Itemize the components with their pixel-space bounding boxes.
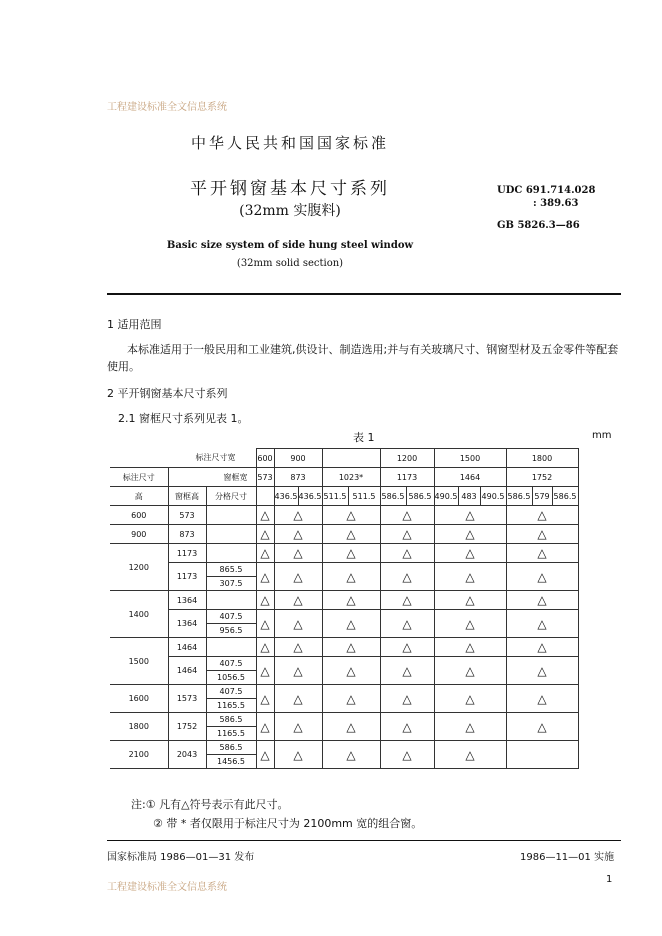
udc-line-2: : 389.63: [533, 198, 579, 209]
availability-mark: △: [274, 506, 322, 525]
availability-mark: △: [256, 713, 274, 741]
availability-mark: △: [322, 591, 380, 610]
height-cell: 1600: [110, 685, 168, 713]
frame-height-cell: 2043: [168, 741, 206, 769]
label-width-600: 600: [256, 449, 274, 468]
frame-width-header: 窗框宽: [168, 468, 256, 487]
division-size-cell: 956.5: [206, 624, 256, 638]
table-caption: 表 1: [353, 431, 375, 444]
table-row: [110, 544, 578, 563]
frame-height-cell: 1752: [168, 713, 206, 741]
availability-mark: △: [274, 713, 322, 741]
issuer-line: 国家标准局 1986—01—31 发布: [107, 852, 255, 863]
table-row: [110, 591, 578, 610]
availability-mark: △: [274, 544, 322, 563]
height-cell: 1800: [110, 713, 168, 741]
availability-mark: △: [256, 741, 274, 769]
note-2: ② 带 * 者仅限用于标注尺寸为 2100mm 宽的组合窗。: [153, 817, 423, 830]
availability-mark: △: [322, 525, 380, 544]
frame-height-cell: 1573: [168, 685, 206, 713]
table-unit: mm: [592, 430, 612, 441]
frame-height-cell: 1173: [168, 563, 206, 591]
availability-mark: △: [434, 591, 506, 610]
label-width-1500: 1500: [434, 449, 506, 468]
availability-mark: △: [434, 525, 506, 544]
label-width-blank: [322, 449, 380, 468]
table-row: [110, 525, 578, 544]
division-size-cell: 1165.5: [206, 727, 256, 741]
frame-width-573: 573: [256, 468, 274, 487]
division-cell: 436.5: [274, 487, 298, 506]
availability-mark: △: [322, 741, 380, 769]
availability-mark: △: [256, 506, 274, 525]
division-size-cell: [206, 591, 256, 610]
height-header: 高: [110, 487, 168, 506]
frame-width-1173: 1173: [380, 468, 434, 487]
availability-mark: △: [256, 544, 274, 563]
height-cell: 900: [110, 525, 168, 544]
height-cell: 2100: [110, 741, 168, 769]
availability-mark: △: [506, 563, 578, 591]
availability-mark: △: [274, 741, 322, 769]
availability-mark: △: [256, 525, 274, 544]
label-width-1800: 1800: [506, 449, 578, 468]
division-size-cell: [206, 638, 256, 657]
table-row: [110, 685, 578, 699]
availability-mark: △: [256, 563, 274, 591]
frame-width-873: 873: [274, 468, 322, 487]
availability-mark: △: [274, 525, 322, 544]
availability-mark: △: [506, 638, 578, 657]
division-size-cell: [206, 544, 256, 563]
division-size-cell: 407.5: [206, 657, 256, 671]
frame-width-1752: 1752: [506, 468, 578, 487]
table-row: [110, 657, 578, 671]
table-row: [110, 638, 578, 657]
availability-mark: △: [274, 563, 322, 591]
height-cell: 1400: [110, 591, 168, 638]
availability-mark: △: [322, 610, 380, 638]
availability-mark: △: [322, 544, 380, 563]
frame-height-cell: 1464: [168, 657, 206, 685]
availability-mark: △: [274, 685, 322, 713]
availability-mark: △: [322, 685, 380, 713]
division-size-cell: 586.5: [206, 741, 256, 755]
division-cell: 586.5: [506, 487, 532, 506]
availability-mark: △: [434, 741, 506, 769]
table-row: [110, 610, 578, 624]
availability-mark: △: [274, 657, 322, 685]
availability-mark: △: [380, 563, 434, 591]
table-row: [110, 506, 578, 525]
footer-divider: [107, 840, 621, 841]
availability-mark: △: [506, 591, 578, 610]
watermark-top: 工程建设标准全文信息系统: [107, 102, 227, 113]
availability-mark: △: [506, 685, 578, 713]
division-blank: [256, 487, 274, 506]
availability-mark: △: [506, 713, 578, 741]
division-size-cell: 407.5: [206, 610, 256, 624]
availability-mark: △: [434, 638, 506, 657]
section-2-1: 2.1 窗框尺寸系列见表 1。: [118, 412, 249, 425]
availability-mark: △: [380, 657, 434, 685]
effective-line: 1986—11—01 实施: [520, 852, 615, 863]
division-cell: 586.5: [552, 487, 578, 506]
availability-mark: △: [380, 525, 434, 544]
availability-mark: △: [322, 713, 380, 741]
availability-mark: △: [256, 591, 274, 610]
section-2-title: 2 平开钢窗基本尺寸系列: [107, 387, 228, 400]
division-size-cell: 1456.5: [206, 755, 256, 769]
frame-width-1023: 1023*: [322, 468, 380, 487]
availability-mark: △: [434, 610, 506, 638]
label-width-900: 900: [274, 449, 322, 468]
availability-mark: △: [256, 657, 274, 685]
section-1-text: 本标准适用于一般民用和工业建筑,供设计、制造选用;并与有关玻璃尺寸、钢窗型材及五金零件等配套使用。: [107, 343, 619, 373]
availability-mark: △: [322, 506, 380, 525]
division-size-cell: 865.5: [206, 563, 256, 577]
availability-mark: △: [434, 506, 506, 525]
availability-mark: △: [434, 563, 506, 591]
section-1-title: 1 适用范围: [107, 318, 162, 331]
note-1: 注:① 凡有△符号表示有此尺寸。: [131, 798, 289, 811]
division-cell: 511.5: [348, 487, 380, 506]
availability-mark: △: [256, 685, 274, 713]
availability-mark: △: [380, 741, 434, 769]
frame-height-cell: 1364: [168, 610, 206, 638]
availability-mark: △: [322, 657, 380, 685]
division-cell: 579: [532, 487, 552, 506]
division-cell: 586.5: [380, 487, 406, 506]
page-number: 1: [606, 874, 613, 885]
availability-mark: △: [506, 506, 578, 525]
availability-mark: △: [434, 544, 506, 563]
gb-number: GB 5826.3—86: [497, 220, 580, 231]
frame-width-1464: 1464: [434, 468, 506, 487]
division-size-cell: [206, 506, 256, 525]
availability-mark: △: [380, 544, 434, 563]
division-cell: 511.5: [322, 487, 348, 506]
frame-height-cell: 873: [168, 525, 206, 544]
header-row-division: [110, 487, 578, 506]
availability-mark: △: [380, 713, 434, 741]
division-cell: 436.5: [298, 487, 322, 506]
availability-mark: △: [322, 638, 380, 657]
division-size-cell: 1165.5: [206, 699, 256, 713]
document-title: 平开钢窗基本尺寸系列: [190, 179, 390, 199]
availability-mark: △: [380, 638, 434, 657]
header-row-frame-width: [110, 468, 578, 487]
availability-mark: △: [506, 657, 578, 685]
udc-line-1: UDC 691.714.028: [497, 185, 596, 196]
watermark-bottom: 工程建设标准全文信息系统: [107, 882, 227, 893]
label-size-header: 标注尺寸: [110, 468, 168, 487]
table-row: [110, 563, 578, 577]
table-body: [110, 506, 578, 769]
availability-mark: △: [506, 525, 578, 544]
availability-mark: △: [274, 638, 322, 657]
availability-mark: △: [434, 685, 506, 713]
frame-height-cell: 1464: [168, 638, 206, 657]
frame-height-header: 窗框高: [168, 487, 206, 506]
frame-height-cell: 1173: [168, 544, 206, 563]
availability-mark: △: [506, 610, 578, 638]
division-size-cell: 586.5: [206, 713, 256, 727]
division-size-cell: 1056.5: [206, 671, 256, 685]
division-cell: 490.5: [434, 487, 458, 506]
availability-mark: △: [380, 685, 434, 713]
udc-code: [497, 184, 595, 232]
label-width-header: 标注尺寸宽: [110, 449, 256, 468]
availability-mark: △: [274, 591, 322, 610]
availability-mark: △: [256, 638, 274, 657]
availability-mark: △: [256, 610, 274, 638]
height-cell: 1500: [110, 638, 168, 685]
division-cell: 490.5: [480, 487, 506, 506]
division-size-cell: 307.5: [206, 577, 256, 591]
height-cell: 1200: [110, 544, 168, 591]
availability-mark: △: [380, 610, 434, 638]
table-row: [110, 713, 578, 727]
english-title: Basic size system of side hung steel window: [166, 240, 414, 251]
header-divider: [107, 293, 621, 295]
table-row: [110, 741, 578, 755]
availability-mark: △: [380, 506, 434, 525]
availability-mark: △: [322, 563, 380, 591]
division-size-cell: [206, 525, 256, 544]
label-width-1200: 1200: [380, 449, 434, 468]
frame-height-cell: 573: [168, 506, 206, 525]
availability-mark: △: [380, 591, 434, 610]
division-header: 分格尺寸: [206, 487, 256, 506]
division-cell: 586.5: [406, 487, 434, 506]
height-cell: 600: [110, 506, 168, 525]
english-subtitle: (32mm solid section): [236, 258, 344, 269]
availability-mark: △: [506, 544, 578, 563]
document-subtitle: (32mm 实腹料): [239, 203, 341, 219]
division-size-cell: 407.5: [206, 685, 256, 699]
national-standard-title: 中华人民共和国国家标准: [190, 134, 389, 152]
division-cell: 483: [458, 487, 480, 506]
availability-mark: △: [434, 713, 506, 741]
size-table: [110, 448, 579, 769]
availability-mark: △: [274, 610, 322, 638]
availability-mark: △: [434, 657, 506, 685]
availability-mark: [506, 741, 578, 769]
header-row-label-width: [110, 449, 578, 468]
frame-height-cell: 1364: [168, 591, 206, 610]
